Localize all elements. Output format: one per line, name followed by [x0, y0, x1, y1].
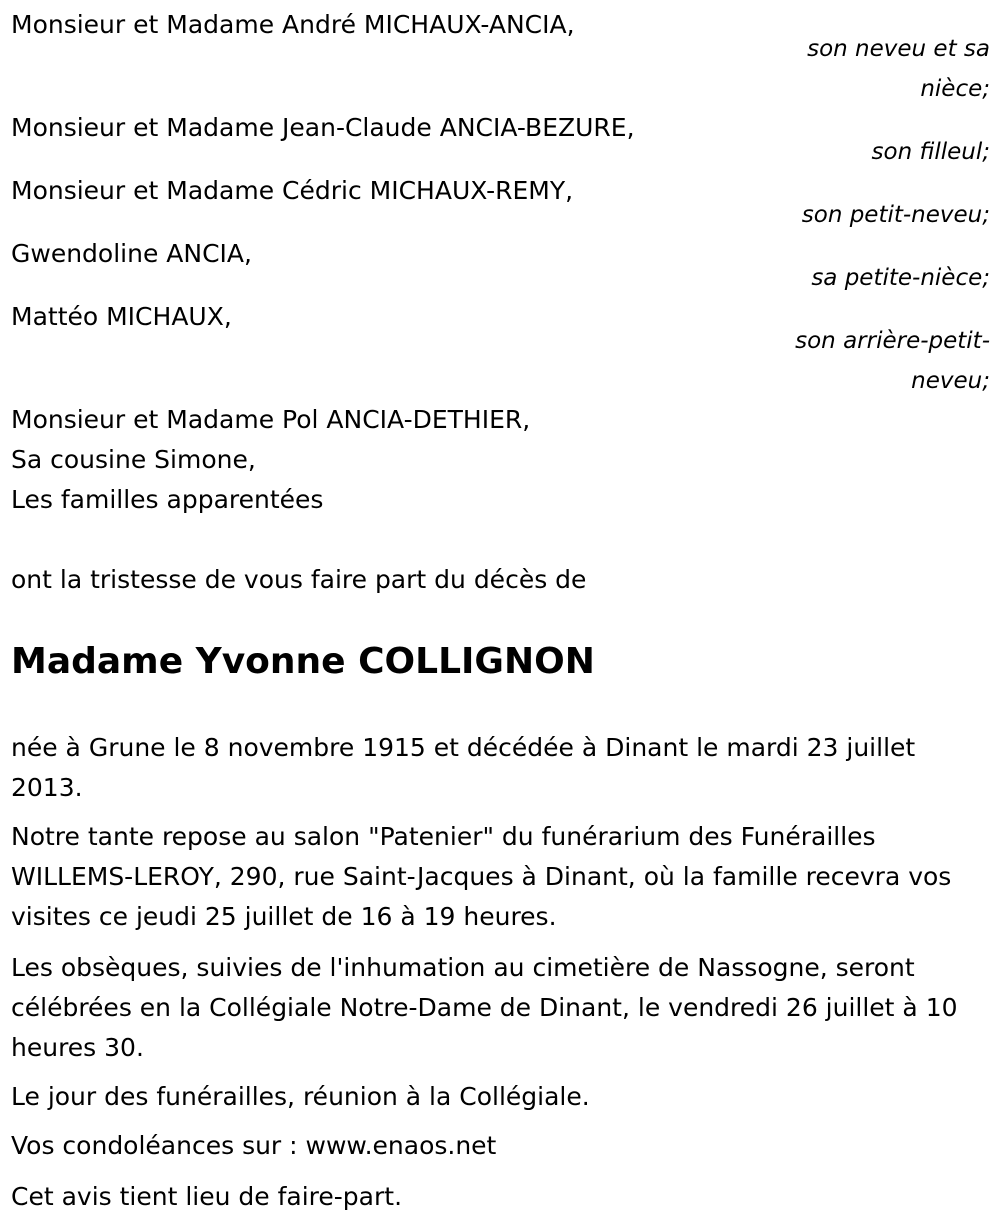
family-member-name: Monsieur et Madame Jean-Claude ANCIA-BEZURE, [11, 113, 635, 142]
family-member-role: son filleul; [871, 139, 990, 165]
relative-line: Les familles apparentées [11, 485, 324, 514]
family-member-name: Mattéo MICHAUX, [11, 302, 232, 331]
gathering-paragraph: Le jour des funérailles, réunion à la Collégiale. [11, 1082, 590, 1111]
family-member-role: neveu; [911, 368, 990, 394]
family-member-role: son neveu et sa [807, 36, 990, 62]
family-member-role: son petit-neveu; [801, 202, 990, 228]
family-member-name: Monsieur et Madame Cédric MICHAUX-REMY, [11, 176, 574, 205]
family-member-name: Monsieur et Madame André MICHAUX-ANCIA, [11, 10, 575, 39]
relative-line: Monsieur et Madame Pol ANCIA-DETHIER, [11, 405, 531, 434]
viewing-paragraph: Notre tante repose au salon "Patenier" du funérarium des Funérailles WILLEMS-LEROY, 290, rue Saint-Jacques à Dinant, où la famille recevra vos visites ce jeudi 25 juillet de 16 à 19 heures. [11, 822, 952, 931]
family-member-role: nièce; [920, 76, 990, 102]
notice-paragraph: Cet avis tient lieu de faire-part. [11, 1182, 403, 1211]
announcement-text: ont la tristesse de vous faire part du décès de [11, 565, 587, 594]
deceased-name: Madame Yvonne COLLIGNON [11, 641, 595, 682]
condolences-paragraph: Vos condoléances sur : www.enaos.net [11, 1131, 497, 1160]
relative-line: Sa cousine Simone, [11, 445, 256, 474]
funeral-paragraph: Les obsèques, suivies de l'inhumation au cimetière de Nassogne, seront célébrées en la Collégiale Notre-Dame de Dinant, le vendredi 26 juillet à 10 heures 30. [11, 953, 958, 1062]
family-member-role: sa petite-nièce; [811, 265, 990, 291]
birth-death-paragraph: née à Grune le 8 novembre 1915 et décédée à Dinant le mardi 23 juillet 2013. [11, 733, 916, 802]
family-member-name: Gwendoline ANCIA, [11, 239, 252, 268]
family-member-role: son arrière-petit- [795, 328, 990, 354]
